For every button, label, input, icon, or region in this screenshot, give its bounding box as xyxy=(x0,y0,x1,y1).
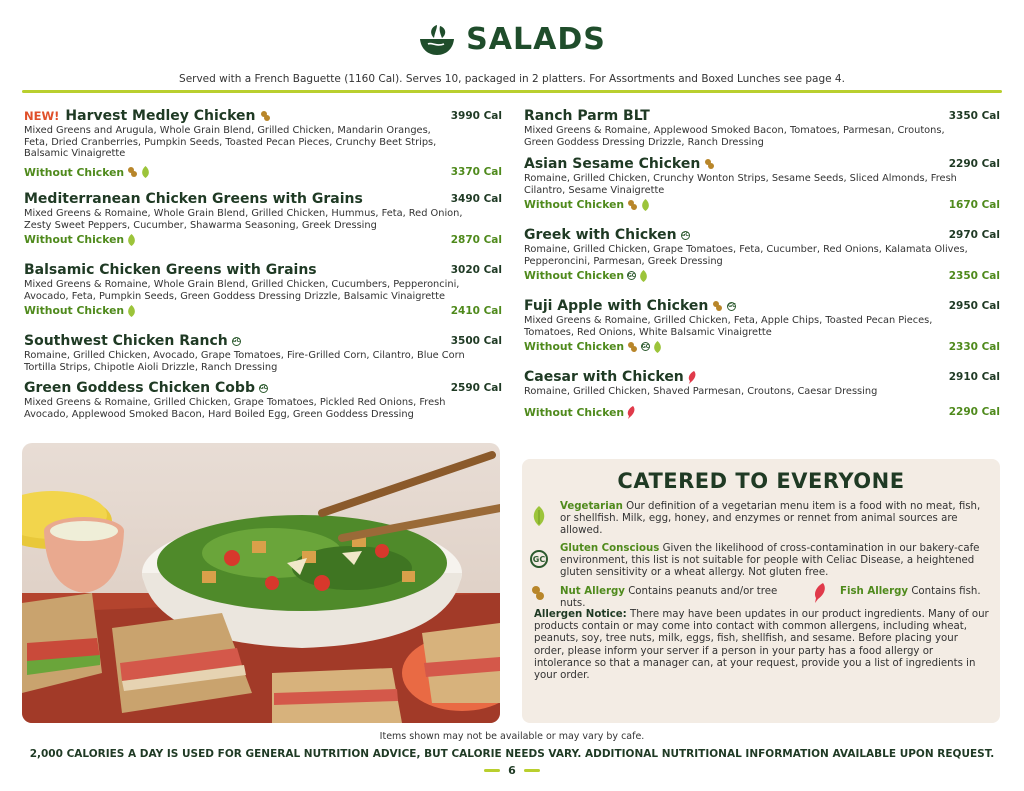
without-chicken-calories: 3370 Cal xyxy=(450,166,502,179)
item-name: Fuji Apple with Chicken xyxy=(524,298,709,314)
item-name: Greek with Chicken xyxy=(524,227,677,243)
gluten-conscious-icon: GC xyxy=(627,272,636,279)
menu-item-greek xyxy=(524,227,1000,282)
item-calories: 2970 Cal xyxy=(948,229,1000,241)
item-name: Southwest Chicken Ranch xyxy=(24,333,228,349)
legend-fish-allergy: Fish Allergy Contains fish. xyxy=(840,586,981,597)
page-number-value: 6 xyxy=(508,764,516,777)
without-chicken-option: Without Chicken xyxy=(24,233,136,246)
vegetarian-leaf-icon xyxy=(127,234,136,246)
item-calories: 2590 Cal xyxy=(450,382,502,394)
page-number-dash xyxy=(484,769,500,772)
without-chicken-calories: 2870 Cal xyxy=(450,233,502,246)
salad-photo xyxy=(22,443,500,723)
header-divider xyxy=(22,90,1002,93)
vegetarian-leaf-icon xyxy=(639,270,648,282)
without-chicken-option: Without Chicken GC xyxy=(524,269,648,282)
item-name: Caesar with Chicken xyxy=(524,369,684,385)
item-description: Mixed Greens & Romaine, Whole Grain Blend, Grilled Chicken, Hummus, Feta, Red Onion, Zesty Sweet Peppers, Cucumber, Shawarma Seasoning, Greek Dressing xyxy=(24,208,463,231)
menu-item-green-goddess xyxy=(24,380,502,420)
menu-item-southwest xyxy=(24,333,502,373)
without-chicken-calories: 1670 Cal xyxy=(948,198,1000,211)
salad-bowl-icon xyxy=(418,23,456,57)
menu-item-harvest-medley xyxy=(24,108,502,179)
item-description: Romaine, Grilled Chicken, Grape Tomatoes, Feta, Cucumber, Red Onions, Kalamata Olives, Pepperoncini, Parmesan, Greek Dressing xyxy=(524,244,968,267)
legend-nut-allergy: Nut Allergy Contains peanuts and/or tree nuts. xyxy=(560,586,778,610)
without-chicken-option: Without Chicken xyxy=(524,198,650,211)
item-name: Ranch Parm BLT xyxy=(524,108,650,124)
item-name: Green Goddess Chicken Cobb xyxy=(24,380,255,396)
without-chicken-option: Without Chicken xyxy=(524,406,636,419)
fish-allergy-icon xyxy=(814,583,827,603)
menu-item-fuji-apple xyxy=(524,298,1000,353)
item-description: Mixed Greens & Romaine, Applewood Smoked Bacon, Tomatoes, Parmesan, Croutons, Green Goddess Dressing Drizzle, Ranch Dressing xyxy=(524,125,945,148)
fish-allergy-icon xyxy=(688,371,697,384)
vegetarian-leaf-icon xyxy=(141,166,150,178)
item-calories: 3350 Cal xyxy=(948,110,1000,122)
item-calories: 2290 Cal xyxy=(948,158,1000,170)
without-chicken-option: Without Chicken GC xyxy=(524,340,662,353)
page-number-dash xyxy=(524,769,540,772)
page-subtitle: Served with a French Baguette (1160 Cal). Serves 10, packaged in 2 platters. For Assortments and Boxed Lunches see page 4. xyxy=(179,73,845,85)
item-calories: 3490 Cal xyxy=(450,193,502,205)
item-description: Mixed Greens & Romaine, Grilled Chicken, Grape Tomatoes, Pickled Red Onions, Fresh Avocado, Applewood Smoked Bacon, Hard Boiled Egg, Green Goddess Dressing xyxy=(24,397,446,420)
panel-title: CATERED TO EVERYONE xyxy=(617,469,905,493)
nut-allergy-icon xyxy=(627,199,638,211)
new-badge: NEW! xyxy=(24,109,60,123)
item-description: Romaine, Grilled Chicken, Avocado, Grape Tomatoes, Fire-Grilled Corn, Cilantro, Blue Corn Tortilla Strips, Chipotle Aioli Drizzle, Ranch Dressing xyxy=(24,350,465,373)
fish-allergy-icon xyxy=(627,406,636,419)
page-title: SALADS xyxy=(466,22,606,57)
item-description: Mixed Greens & Romaine, Grilled Chicken, Feta, Apple Chips, Toasted Pecan Pieces, Tomatoes, Red Onions, White Balsamic Vinaigrette xyxy=(524,315,933,338)
item-name: Balsamic Chicken Greens with Grains xyxy=(24,262,317,278)
gluten-conscious-icon: GC xyxy=(681,232,689,238)
allergen-notice: Allergen Notice: There may have been updates in our product ingredients. Many of our products contain or may come into contact with common allergens, including wheat, peanuts, soy, tree nuts, milk, eggs, fish, shellfish, and sesame. Before placing your order, please inform your server if a person in your party has a food allergy or intolerance so that a manager can, at your request, provide you a list of ingredients in your order. xyxy=(534,609,989,682)
nut-allergy-icon xyxy=(260,110,271,122)
menu-item-balsamic xyxy=(24,262,502,317)
item-calories: 3990 Cal xyxy=(450,110,502,122)
without-chicken-calories: 2350 Cal xyxy=(948,269,1000,282)
item-calories: 3500 Cal xyxy=(450,335,502,347)
item-calories: 3020 Cal xyxy=(450,264,502,276)
gluten-conscious-icon: GC xyxy=(641,343,650,350)
item-description: Romaine, Grilled Chicken, Crunchy Wonton Strips, Sesame Seeds, Sliced Almonds, Fresh Cilantro, Sesame Vinaigrette xyxy=(524,173,957,196)
menu-item-caesar xyxy=(524,369,1000,419)
without-chicken-calories: 2410 Cal xyxy=(450,304,502,317)
menu-item-asian-sesame xyxy=(524,156,1000,211)
nut-allergy-icon xyxy=(704,158,715,170)
without-chicken-option: Without Chicken xyxy=(24,166,150,179)
item-description: Mixed Greens and Arugula, Whole Grain Blend, Grilled Chicken, Mandarin Oranges, Feta, Dried Cranberries, Pumpkin Seeds, Toasted Pecan Pieces, Crunchy Beet Strips, Balsamic Vinaigrette xyxy=(24,125,437,160)
nut-allergy-icon xyxy=(127,166,138,178)
without-chicken-calories: 2290 Cal xyxy=(948,406,1000,419)
item-calories: 2910 Cal xyxy=(948,371,1000,383)
nut-allergy-icon xyxy=(531,585,545,601)
vegetarian-leaf-icon xyxy=(532,506,546,526)
legend-gluten-conscious: Gluten Conscious Given the likelihood of cross-contamination in our bakery-cafe environment, this list is not suitable for people with Celiac Disease, a heightened gluten sensitivity or a wheat allergy. Not gluten free. xyxy=(560,543,980,579)
item-description: Mixed Greens & Romaine, Whole Grain Blend, Grilled Chicken, Cucumbers, Pepperoncini, Avocado, Feta, Pumpkin Seeds, Green Goddess Dressing Drizzle, Balsamic Vinaigrette xyxy=(24,279,460,302)
vegetarian-leaf-icon xyxy=(653,341,662,353)
legend-vegetarian: Vegetarian Our definition of a vegetarian menu item is a food with no meat, fish, or shellfish. Milk, egg, honey, and enzymes or rennet from animal sources are allowed. xyxy=(560,501,981,537)
without-chicken-option: Without Chicken xyxy=(24,304,136,317)
item-name: Mediterranean Chicken Greens with Grains xyxy=(24,191,363,207)
availability-note: Items shown may not be available or may vary by cafe. xyxy=(379,731,645,742)
gluten-conscious-icon: GC xyxy=(259,385,268,391)
page-number xyxy=(0,764,1024,777)
menu-item-mediterranean xyxy=(24,191,502,246)
gluten-conscious-icon: GC xyxy=(530,550,548,568)
item-description: Romaine, Grilled Chicken, Shaved Parmesan, Croutons, Caesar Dressing xyxy=(524,386,878,397)
vegetarian-leaf-icon xyxy=(127,305,136,317)
item-name: Harvest Medley Chicken xyxy=(65,108,256,124)
menu-item-ranch-parm-blt xyxy=(524,108,1000,148)
nut-allergy-icon xyxy=(627,341,638,353)
calorie-disclaimer: 2,000 CALORIES A DAY IS USED FOR GENERAL NUTRITION ADVICE, BUT CALORIE NEEDS VARY. ADDITIONAL NUTRITIONAL INFORMATION AVAILABLE UPON REQUEST. xyxy=(29,748,995,760)
item-calories: 2950 Cal xyxy=(948,300,1000,312)
item-name: Asian Sesame Chicken xyxy=(524,156,701,172)
page-header xyxy=(0,22,1024,57)
gluten-conscious-icon: GC xyxy=(232,338,241,344)
nut-allergy-icon xyxy=(712,300,723,312)
vegetarian-leaf-icon xyxy=(641,199,650,211)
without-chicken-calories: 2330 Cal xyxy=(948,340,1000,353)
catered-to-everyone-panel xyxy=(522,459,1000,723)
gluten-conscious-icon: GC xyxy=(727,303,736,309)
